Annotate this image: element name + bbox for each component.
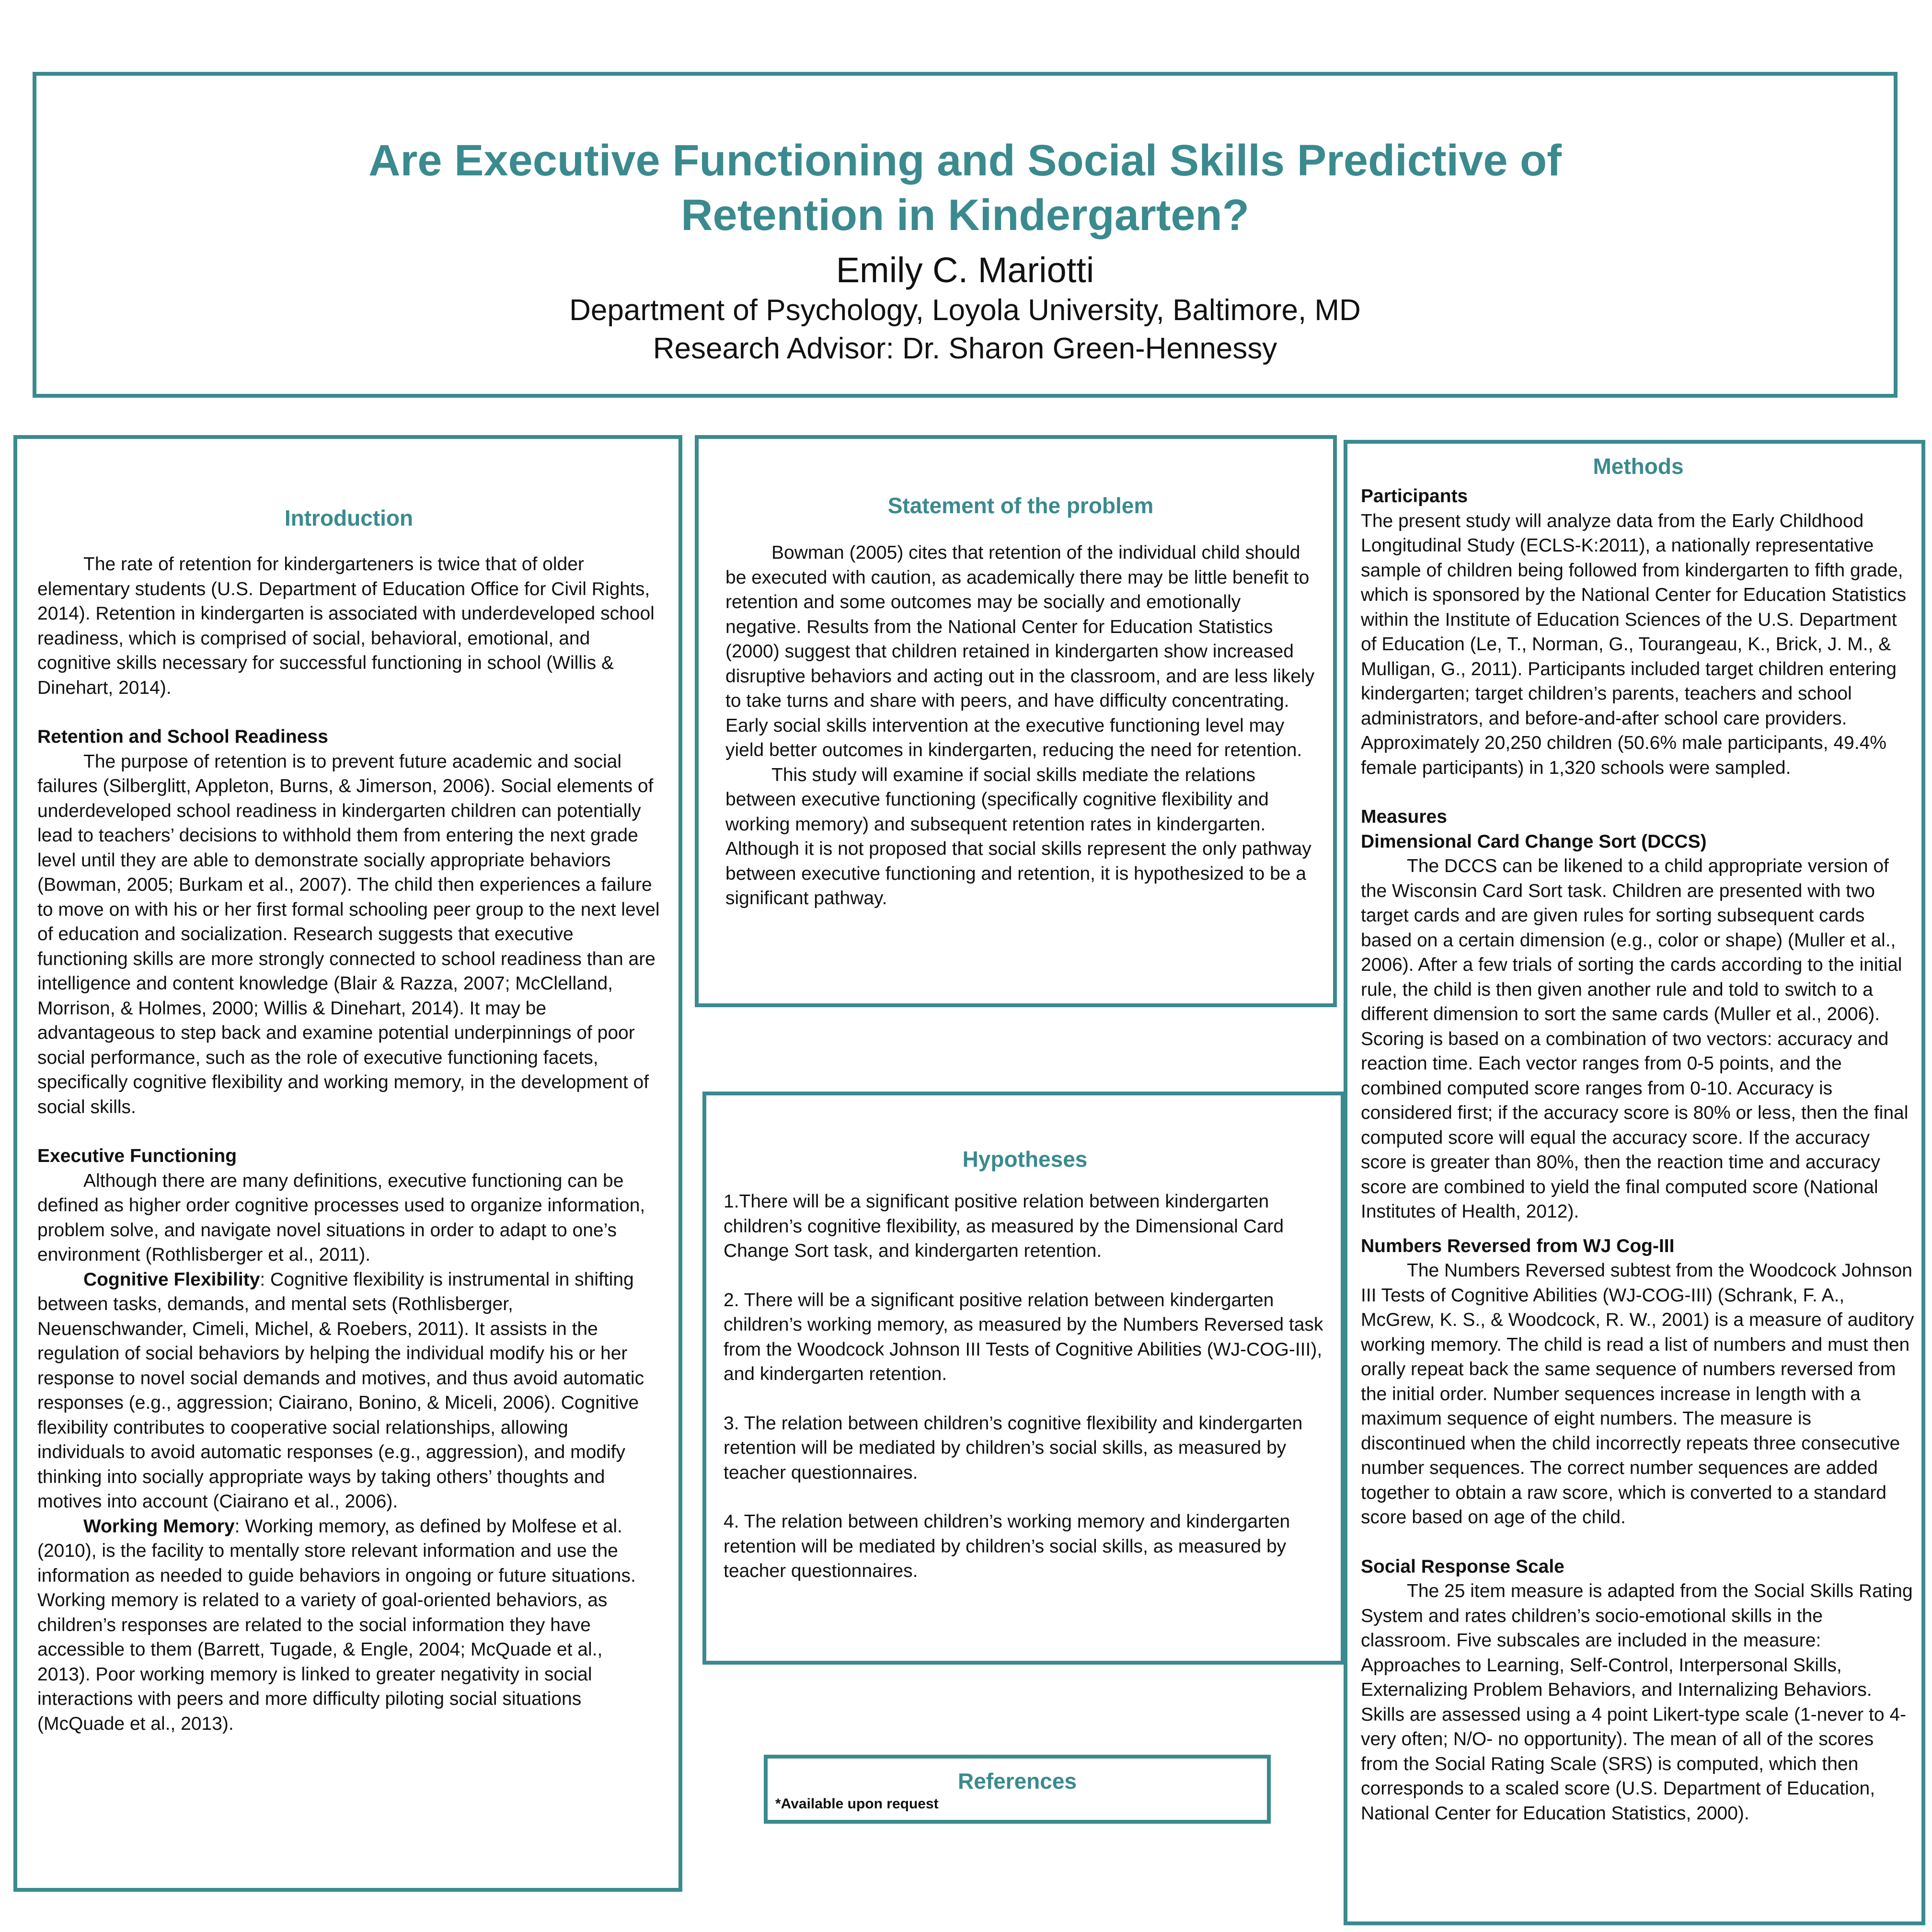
hypotheses-title: Hypotheses <box>962 1147 1088 1172</box>
hypothesis-1: 1.There will be a significant positive relation between kindergarten children’s cognitive flexibility, as measured by the Dimensional Card Change Sort task, and kindergarten retention. <box>724 1191 1284 1261</box>
introduction-title: Introduction <box>284 506 414 530</box>
advisor: Research Advisor: Dr. Sharon Green-Hennessy <box>653 332 1277 365</box>
department: Department of Psychology, Loyola University, Baltimore, MD <box>569 294 1361 327</box>
header-box <box>33 72 1898 398</box>
retention-heading: Retention and School Readiness <box>37 726 328 747</box>
intro-paragraph-2: The purpose of retention is to prevent future academic and social failures (Silberglitt, Appleton, Burns, & Jimerson, 2006). Social elements of underdeveloped school readiness in kindergarten children can potentially lead to teachers’ decisions to withhold them from entering the next grade level until they are able to demonstrate socially appropriate behaviors (Bowman, 2005; Burkam et al., 2007). The child then experiences a failure to move on with his or her first formal schooling peer group to the next level of education and socialization. Research suggests that executive functioning skills are more strongly connected to school readiness than are intelligence and content knowledge (Blair & Razza, 2007; McClelland, Morrison, & Holmes, 2000; Willis & Dinehart, 2014). It may be advantageous to step back and examine potential underpinnings of poor social performance, such as the role of executive functioning facets, specifically cognitive flexibility and working memory, in the development of social skills. <box>37 751 660 1117</box>
poster-title <box>36 133 1894 242</box>
title-line-1: Are Executive Functioning and Social Skills Predictive of <box>368 136 1562 185</box>
hypothesis-3: 3. The relation between children’s cognitive flexibility and kindergarten retention will be mediated by children’s social skills, as measured by teacher questionnaires. <box>724 1413 1303 1483</box>
working-memory-paragraph <box>37 1514 660 1736</box>
cognitive-flexibility-paragraph <box>37 1267 660 1514</box>
hypotheses-box <box>702 1092 1345 1665</box>
dccs-heading: Dimensional Card Change Sort (DCCS) <box>1361 831 1707 852</box>
problem-paragraph-1: Bowman (2005) cites that retention of the individual child should be executed with caution, as academically there may be little benefit to retention and some outcomes may be socially and emotionally negative. Results from the National Center for Education Statistics (2000) suggest that children retained in kindergarten show increased disruptive behaviors and acting out in the classroom, and are less likely to take turns and share with peers, and have difficulty concentrating. Early social skills intervention at the executive functioning level may yield better outcomes in kindergarten, reducing the need for retention. <box>725 542 1315 760</box>
numbers-reversed-heading: Numbers Reversed from WJ Cog-III <box>1361 1235 1675 1256</box>
methods-box <box>1344 440 1925 1925</box>
working-memory-label: Working Memory <box>83 1516 235 1537</box>
hypothesis-4: 4. The relation between children’s working memory and kindergarten retention will be mediated by children’s social skills, as measured by teacher questionnaires. <box>724 1511 1290 1581</box>
hypothesis-2: 2. There will be a significant positive relation between kindergarten children’s working memory, as measured by the Numbers Reversed task from the Woodcock Johnson III Tests of Cognitive Abilities (WJ-COG-III), and kindergarten retention. <box>724 1289 1323 1384</box>
problem-paragraph-2: This study will examine if social skills mediate the relations between executive functioning (specifically cognitive flexibility and working memory) and subsequent retention rates in kindergarten. Although it is not proposed that social skills represent the only pathway between executive functioning and retention, it is hypothesized to be a significant pathway. <box>725 764 1311 908</box>
social-response-scale-text: The 25 item measure is adapted from the Social Skills Rating System and rates children’s socio-emotional skills in the classroom. Five subscales are included in the measure: Approaches to Learning, Self-Control, Interpersonal Skills, Externalizing Problem Behaviors, and Internalizing Behaviors. Skills are assessed using a 4 point Likert-type scale (1-never to 4-very often; N/O- no opportunity). The mean of all of the scores from the Social Rating Scale (SRS) is computed, which then corresponds to a scaled score (U.S. Department of Education, National Center for Education Statistics, 2000). <box>1361 1581 1913 1824</box>
social-response-scale-heading: Social Response Scale <box>1361 1556 1564 1577</box>
cognitive-flexibility-text: : Cognitive flexibility is instrumental in shifting between tasks, demands, and mental sets (Rothlisberger, Neuenschwander, Cimeli, Michel, & Roebers, 2011). It assists in the regulation of social behaviors by helping the individual modify his or her response to novel social demands and motives, and thus avoid automatic responses (e.g., aggression; Ciairano, Bonino, & Miceli, 2006). Cognitive flexibility contributes to cooperative social relationships, allowing individuals to avoid automatic responses (e.g., aggression), and modify thinking into socially appropriate ways by taking others’ thoughts and motives into account (Ciairano et al., 2006). <box>37 1269 644 1512</box>
intro-paragraph-1: The rate of retention for kindergarteners is twice that of older elementary students (U.S. Department of Education Office for Civil Rights, 2014). Retention in kindergarten is associated with underdeveloped school readiness, which is comprised of social, behavioral, emotional, and cognitive skills necessary for successful functioning in school (Willis & Dinehart, 2014). <box>37 554 655 698</box>
working-memory-text: : Working memory, as defined by Molfese et al. (2010), is the facility to mentally store relevant information and use the information as needed to guide behaviors in ongoing or future situations. Working memory is related to a variety of goal-oriented behaviors, as children’s responses are related to the social information they have accessible to them (Barrett, Tugade, & Engle, 2004; McQuade et al., 2013). Poor working memory is linked to greater negativity in social interactions with peers and more difficulty piloting social situations (McQuade et al., 2013). <box>37 1516 636 1734</box>
introduction-box <box>13 435 682 1892</box>
numbers-reversed-text: The Numbers Reversed subtest from the Woodcock Johnson III Tests of Cognitive Abilities (WJ-COG-III) (Schrank, F. A., McGrew, K. S., & Woodcock, R. W., 2001) is a measure of auditory working memory. The child is read a list of numbers and must then orally repeat back the same sequence of numbers reversed from the initial order. Number sequences increase in length with a maximum sequence of eight numbers. The measure is discontinued when the child incorrectly repeats three consecutive number sequences. The correct number sequences are added together to obtain a raw score, which is converted to a standard score based on age of the child. <box>1361 1260 1914 1528</box>
participants-heading: Participants <box>1361 486 1468 506</box>
references-title: References <box>957 1769 1077 1794</box>
dccs-text: The DCCS can be likened to a child appropriate version of the Wisconsin Card Sort task. Children are presented with two target cards and are given rules for sorting subsequent cards based on a certain dimension (e.g., color or shape) (Muller et al., 2006). After a few trials of sorting the cards according to the initial rule, the child is then given another rule and told to switch to a different dimension to sort the same cards (Muller et al., 2006). Scoring is based on a combination of two vectors: accuracy and reaction time. Each vector ranges from 0-5 points, and the combined computed score ranges from 0-10. Accuracy is considered first; if the accuracy score is 80% or less, then the final computed score will equal the accuracy score. If the accuracy score is greater than 80%, then the reaction time and accuracy score are combined to yield the final computed score (National Institutes of Health, 2012). <box>1361 856 1909 1222</box>
title-line-2: Retention in Kindergarten? <box>681 191 1249 240</box>
problem-title: Statement of the problem <box>887 493 1154 518</box>
executive-functioning-heading: Executive Functioning <box>37 1146 237 1166</box>
cognitive-flexibility-label: Cognitive Flexibility <box>83 1269 260 1290</box>
methods-title: Methods <box>1593 454 1684 479</box>
measures-heading: Measures <box>1361 806 1447 827</box>
references-note: *Available upon request <box>775 1796 939 1812</box>
intro-paragraph-3: Although there are many definitions, executive functioning can be defined as higher order cognitive processes used to organize information, problem solve, and navigate novel situations in order to adapt to one’s environment (Rothlisberger et al., 2011). <box>37 1170 645 1265</box>
references-box <box>764 1755 1271 1824</box>
problem-box <box>695 435 1337 1007</box>
participants-text: The present study will analyze data from the Early Childhood Longitudinal Study (ECLS-K:2011), a nationally representative sample of children being followed from kindergarten to fifth grade, which is sponsored by the National Center for Education Statistics within the Institute of Education Sciences of the U.S. Department of Education (Le, T., Norman, G., Tourangeau, K., Brick, J. M., & Mulligan, G., 2011). Participants included target children entering kindergarten; target children’s parents, teachers and school administrators, and before-and-after school care providers. Approximately 20,250 children (50.6% male participants, 49.4% female participants) in 1,320 schools were sampled. <box>1361 510 1907 778</box>
author-name: Emily C. Mariotti <box>836 250 1094 290</box>
